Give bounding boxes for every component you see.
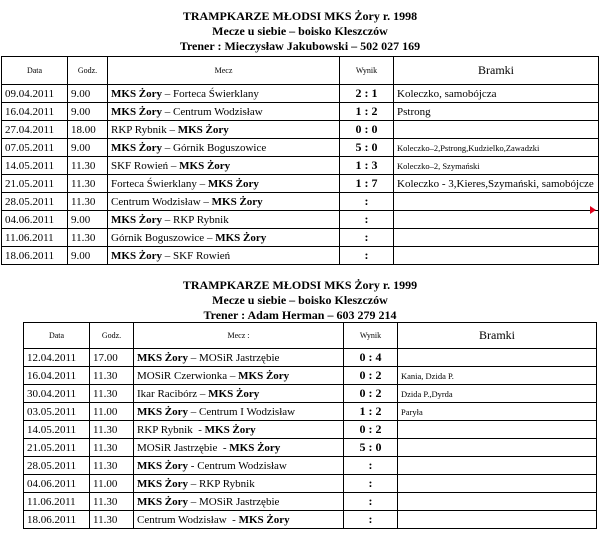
match-date: 30.04.2011	[24, 385, 90, 403]
col-match-header: Mecz :	[134, 323, 344, 349]
home-team: MOSiR Czerwionka	[137, 369, 228, 382]
home-team: MKS Żory	[137, 351, 189, 364]
goal-scorers	[398, 349, 597, 367]
table-row	[2, 139, 599, 157]
col-time-header: Godz.	[90, 323, 134, 349]
match-date: 28.05.2011	[24, 457, 90, 475]
match-date: 11.06.2011	[2, 229, 68, 247]
match-teams	[134, 403, 344, 421]
team-separator: –	[197, 387, 209, 400]
match-date: 07.05.2011	[2, 139, 68, 157]
table-row	[2, 103, 599, 121]
match-date: 27.04.2011	[2, 121, 68, 139]
match-date: 18.06.2011	[2, 247, 68, 265]
match-teams	[108, 175, 340, 193]
team-separator: –	[196, 177, 208, 190]
match-result: :	[340, 229, 394, 247]
team-separator: –	[168, 159, 180, 172]
home-team: MKS Żory	[137, 459, 189, 472]
match-result: :	[340, 211, 394, 229]
home-team: Forteca Świerklany	[111, 177, 197, 190]
match-result: 5 : 0	[340, 139, 394, 157]
col-time-header: Godz.	[68, 57, 108, 85]
match-teams	[134, 385, 344, 403]
goal-scorers: Koleczko–2, Szymański	[394, 157, 599, 175]
match-result: :	[344, 475, 398, 493]
team-separator: –	[162, 105, 174, 118]
match-teams	[108, 211, 340, 229]
home-team: MKS Żory	[111, 87, 163, 100]
table-row	[24, 421, 597, 439]
match-time: 11.30	[90, 439, 134, 457]
team-separator: –	[204, 231, 216, 244]
home-team: MKS Żory	[111, 213, 163, 226]
match-time: 11.30	[68, 175, 108, 193]
table-row	[2, 175, 599, 193]
team-separator: –	[162, 249, 174, 262]
match-result: :	[344, 511, 398, 529]
match-time: 11.30	[90, 385, 134, 403]
home-team: MKS Żory	[111, 141, 163, 154]
coach-line: Trener : Adam Herman – 603 279 214	[203, 308, 397, 322]
match-time: 9.00	[68, 247, 108, 265]
table-row	[2, 211, 599, 229]
team-separator: –	[166, 123, 178, 136]
goal-scorers	[394, 229, 599, 247]
match-teams	[108, 139, 340, 157]
table-row	[24, 475, 597, 493]
match-time: 11.30	[68, 229, 108, 247]
col-goals-header: Bramki	[398, 323, 597, 349]
home-team: RKP Rybnik	[111, 123, 167, 136]
match-teams	[134, 493, 344, 511]
away-team: MKS Żory	[179, 159, 231, 172]
team-separator: -	[226, 513, 239, 526]
home-team: MKS Żory	[137, 477, 189, 490]
match-time: 11.30	[68, 157, 108, 175]
match-result: 0 : 4	[344, 349, 398, 367]
team-separator: –	[200, 195, 212, 208]
goal-scorers	[394, 211, 599, 229]
away-team: MOSiR Jastrzębie	[199, 495, 280, 508]
away-team: SKF Rowień	[173, 249, 231, 262]
col-date-header: Data	[2, 57, 68, 85]
table-row	[24, 367, 597, 385]
goal-scorers	[398, 475, 597, 493]
away-team: Górnik Boguszowice	[173, 141, 267, 154]
match-time: 11.30	[90, 511, 134, 529]
match-teams	[134, 457, 344, 475]
match-date: 03.05.2011	[24, 403, 90, 421]
home-team: RKP Rybnik	[137, 423, 193, 436]
match-date: 16.04.2011	[24, 367, 90, 385]
match-time: 9.00	[68, 211, 108, 229]
match-result: 1 : 7	[340, 175, 394, 193]
section-subtitle: Mecze u siebie – boisko Kleszczów	[212, 24, 388, 38]
goal-scorers: Koleczko, samobójcza	[394, 85, 599, 103]
table-row	[2, 247, 599, 265]
match-time: 11.30	[68, 193, 108, 211]
team-separator: –	[188, 405, 200, 418]
match-time: 9.00	[68, 103, 108, 121]
home-team: MKS Żory	[137, 495, 189, 508]
team-separator: -	[217, 441, 230, 454]
match-result: 0 : 2	[344, 421, 398, 439]
match-result: 1 : 2	[344, 403, 398, 421]
match-result: 0 : 2	[344, 385, 398, 403]
match-result: :	[340, 193, 394, 211]
home-team: Centrum Wodzisław	[111, 195, 201, 208]
match-teams	[108, 247, 340, 265]
goal-scorers	[398, 493, 597, 511]
table-row	[24, 439, 597, 457]
away-team: Centrum Wodzisław	[173, 105, 263, 118]
goal-scorers: Koleczko - 3,Kieres,Szymański, samobójcze	[394, 175, 599, 193]
match-teams	[108, 157, 340, 175]
col-result-header: Wynik	[340, 57, 394, 85]
section-1999	[0, 268, 600, 533]
table-row	[2, 229, 599, 247]
overflow-marker-icon	[590, 206, 596, 214]
away-team: Forteca Świerklany	[173, 87, 259, 100]
match-date: 28.05.2011	[2, 193, 68, 211]
goal-scorers	[398, 421, 597, 439]
team-separator: –	[188, 477, 200, 490]
match-date: 11.06.2011	[24, 493, 90, 511]
match-result: :	[340, 247, 394, 265]
home-team: SKF Rowień	[111, 159, 169, 172]
match-date: 04.06.2011	[24, 475, 90, 493]
coach-line: Trener : Mieczysław Jakubowski – 502 027 169	[179, 39, 421, 53]
match-result: 5 : 0	[344, 439, 398, 457]
home-team: MKS Żory	[111, 249, 163, 262]
table-row	[24, 403, 597, 421]
match-time: 11.30	[90, 421, 134, 439]
away-team: Centrum I Wodzisław	[199, 405, 296, 418]
match-teams	[108, 85, 340, 103]
team-separator: –	[227, 369, 239, 382]
match-date: 09.04.2011	[2, 85, 68, 103]
col-match-header: Mecz	[108, 57, 340, 85]
match-result: 0 : 2	[344, 367, 398, 385]
section-title: TRAMPKARZE MŁODSI MKS Żory r. 1999	[182, 278, 418, 292]
match-time: 11.30	[90, 493, 134, 511]
team-separator: -	[192, 423, 205, 436]
match-teams	[134, 475, 344, 493]
table-row	[24, 493, 597, 511]
match-date: 04.06.2011	[2, 211, 68, 229]
away-team: MKS Żory	[215, 231, 267, 244]
away-team: RKP Rybnik	[173, 213, 229, 226]
team-separator: –	[188, 495, 200, 508]
match-time: 11.00	[90, 475, 134, 493]
table-row	[24, 385, 597, 403]
fixtures-table	[23, 322, 597, 529]
away-team: MKS Żory	[208, 387, 260, 400]
match-date: 18.06.2011	[24, 511, 90, 529]
away-team: MKS Żory	[238, 513, 290, 526]
match-date: 16.04.2011	[2, 103, 68, 121]
match-time: 18.00	[68, 121, 108, 139]
table-row	[24, 349, 597, 367]
team-separator: –	[162, 213, 174, 226]
goal-scorers	[398, 457, 597, 475]
match-time: 9.00	[68, 85, 108, 103]
home-team: MKS Żory	[111, 105, 163, 118]
fixtures-table	[1, 56, 599, 265]
match-result: 1 : 3	[340, 157, 394, 175]
home-team: Centrum Wodzisław	[137, 513, 227, 526]
match-result: 1 : 2	[340, 103, 394, 121]
table-row	[2, 157, 599, 175]
goal-scorers: Pstrong	[394, 103, 599, 121]
home-team: MOSiR Jastrzębie	[137, 441, 218, 454]
col-result-header: Wynik	[344, 323, 398, 349]
table-row	[2, 85, 599, 103]
col-date-header: Data	[24, 323, 90, 349]
goal-scorers: Koleczko–2,Pstrong,Kudzielko,Zawadzki	[394, 139, 599, 157]
home-team: Górnik Boguszowice	[111, 231, 205, 244]
team-separator: -	[188, 459, 198, 472]
match-date: 21.05.2011	[24, 439, 90, 457]
goal-scorers: Kania, Dzida P.	[398, 367, 597, 385]
goal-scorers	[394, 193, 599, 211]
table-row	[2, 193, 599, 211]
goal-scorers	[398, 439, 597, 457]
match-time: 11.00	[90, 403, 134, 421]
goal-scorers	[398, 511, 597, 529]
match-date: 14.05.2011	[2, 157, 68, 175]
goal-scorers: Dzida P.,Dyrda	[398, 385, 597, 403]
match-result: :	[344, 493, 398, 511]
match-time: 11.30	[90, 457, 134, 475]
match-result: 0 : 0	[340, 121, 394, 139]
away-team: MKS Żory	[229, 441, 281, 454]
goal-scorers	[394, 247, 599, 265]
match-time: 17.00	[90, 349, 134, 367]
match-teams	[108, 121, 340, 139]
table-row	[24, 511, 597, 529]
away-team: MKS Żory	[177, 123, 229, 136]
away-team: RKP Rybnik	[199, 477, 255, 490]
match-date: 12.04.2011	[24, 349, 90, 367]
match-teams	[134, 421, 344, 439]
team-separator: –	[188, 351, 200, 364]
match-teams	[134, 367, 344, 385]
section-title: TRAMPKARZE MŁODSI MKS Żory r. 1998	[182, 9, 418, 23]
col-goals-header: Bramki	[394, 57, 599, 85]
match-teams	[108, 103, 340, 121]
match-result: 2 : 1	[340, 85, 394, 103]
match-teams	[108, 229, 340, 247]
home-team: Ikar Racibórz	[137, 387, 198, 400]
away-team: Centrum Wodzisław	[197, 459, 287, 472]
match-date: 21.05.2011	[2, 175, 68, 193]
away-team: MKS Żory	[238, 369, 290, 382]
section-subtitle: Mecze u siebie – boisko Kleszczów	[212, 293, 388, 307]
match-teams	[134, 439, 344, 457]
team-separator: –	[162, 141, 174, 154]
away-team: MOSiR Jastrzębie	[199, 351, 280, 364]
table-row	[24, 457, 597, 475]
team-separator: –	[162, 87, 174, 100]
away-team: MKS Żory	[204, 423, 256, 436]
match-teams	[108, 193, 340, 211]
goal-scorers: Paryła	[398, 403, 597, 421]
match-result: :	[344, 457, 398, 475]
match-teams	[134, 349, 344, 367]
match-time: 11.30	[90, 367, 134, 385]
match-date: 14.05.2011	[24, 421, 90, 439]
goal-scorers	[394, 121, 599, 139]
home-team: MKS Żory	[137, 405, 189, 418]
match-teams	[134, 511, 344, 529]
away-team: MKS Żory	[211, 195, 263, 208]
match-time: 9.00	[68, 139, 108, 157]
away-team: MKS Żory	[207, 177, 259, 190]
table-row	[2, 121, 599, 139]
